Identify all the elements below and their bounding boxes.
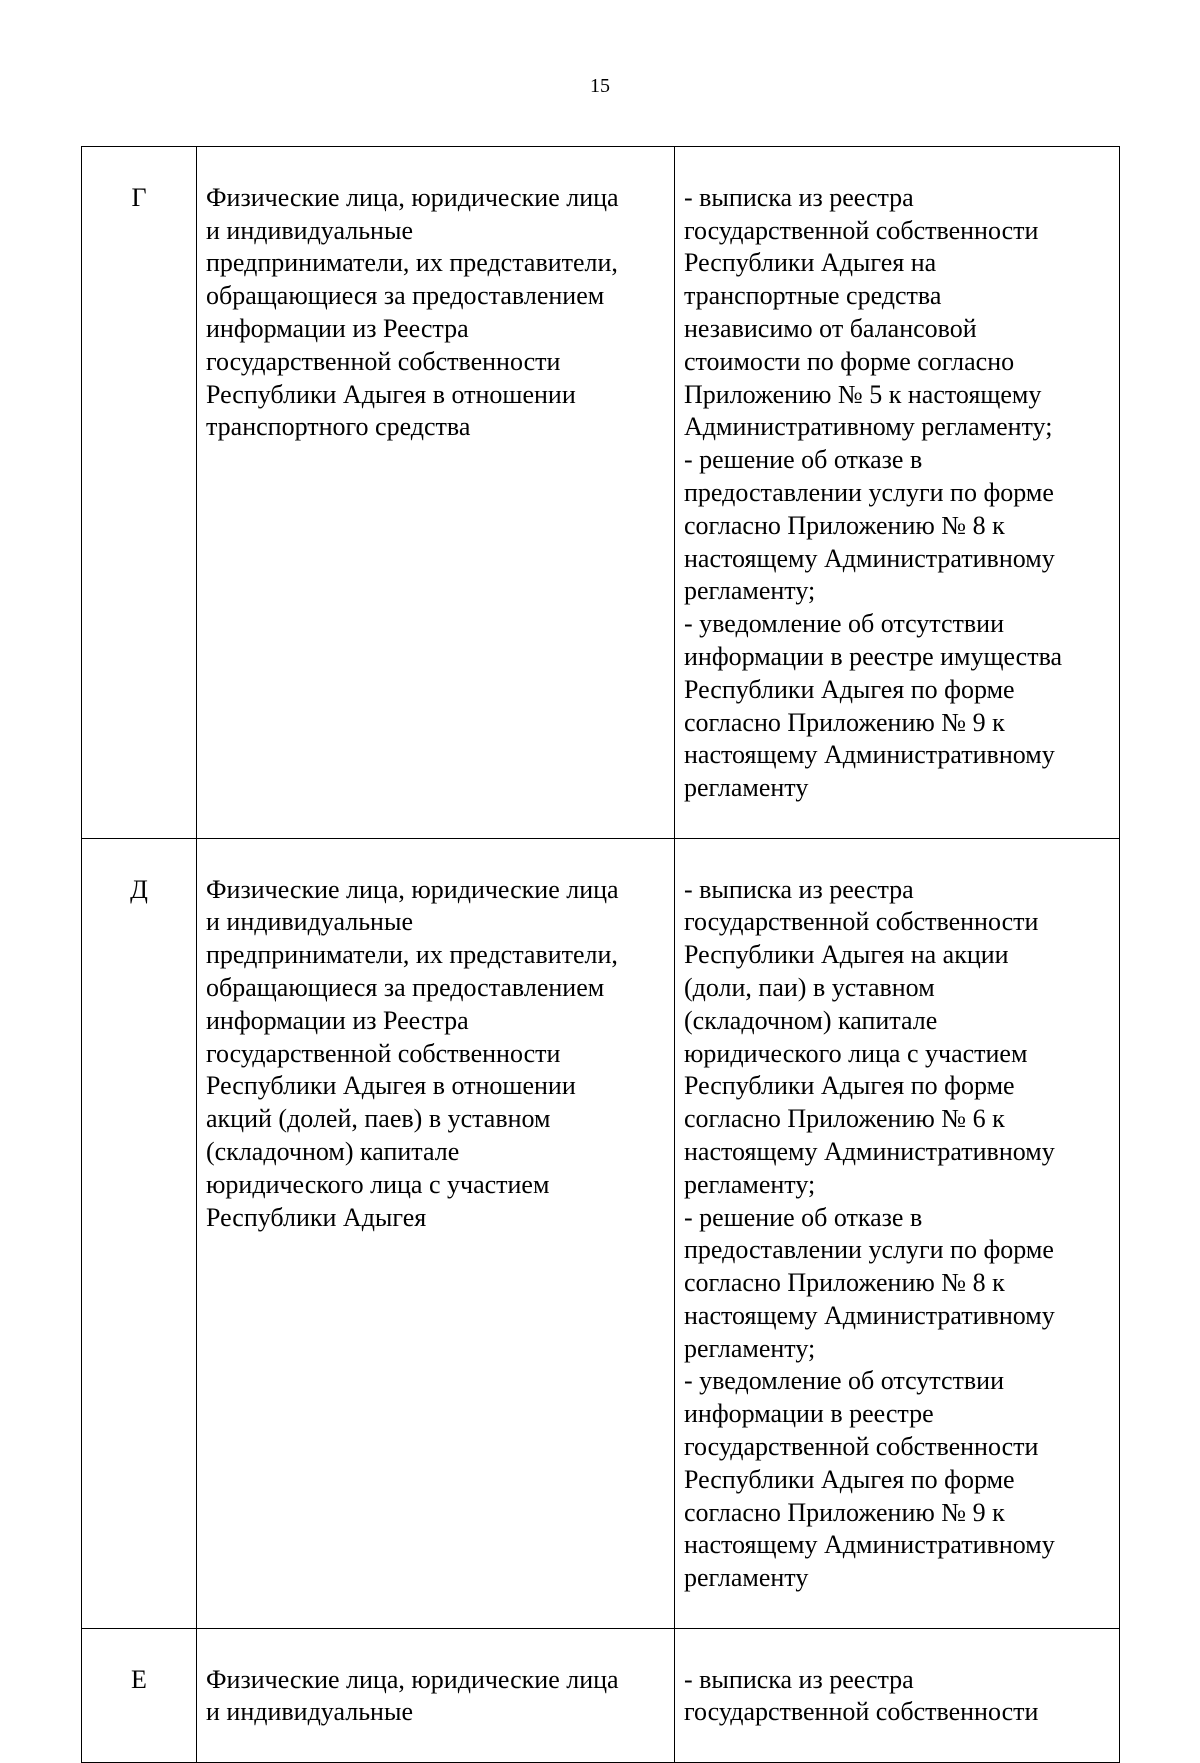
applicants-cell [197, 147, 675, 839]
row-letter: Д [130, 874, 148, 904]
documents-cell [675, 1628, 1120, 1762]
table-row [82, 838, 1120, 1628]
documents-text: - выписка из реестра государственной собственности [684, 1664, 1039, 1727]
documents-cell [675, 147, 1120, 839]
applicants-text: Физические лица, юридические лица и индивидуальные предприниматели, их представители, обращающиеся за предоставлением информации из Реестра государственной собственности Республики Адыгея в отношении транспортного средства [206, 182, 619, 442]
services-table [81, 146, 1120, 1763]
documents-cell [675, 838, 1120, 1628]
applicants-cell [197, 1628, 675, 1762]
row-letter: Е [131, 1664, 147, 1694]
row-letter: Г [131, 182, 147, 212]
applicants-text: Физические лица, юридические лица и индивидуальные [206, 1664, 619, 1727]
row-letter-cell [82, 147, 197, 839]
table-row [82, 147, 1120, 839]
applicants-text: Физические лица, юридические лица и индивидуальные предприниматели, их представители, обращающиеся за предоставлением информации из Реестра государственной собственности Республики Адыгея в отношении акций (долей, паев) в уставном (складочном) капитале юридического лица с участием Республики Адыгея [206, 874, 619, 1232]
row-letter-cell [82, 1628, 197, 1762]
documents-text: - выписка из реестра государственной собственности Республики Адыгея на транспортные средства независимо от балансовой стоимости по форме согласно Приложению № 5 к настоящему Административному регламенту; - решение об отказе в предоставлении услуги по форме согласно Приложению № 8 к настоящему Административному регламенту; - уведомление об отсутствии информации в реестре имущества Республики Адыгея по форме согласно Приложению № 9 к настоящему Административному регламенту [684, 182, 1063, 803]
page-number: 15 [590, 75, 610, 97]
applicants-cell [197, 838, 675, 1628]
documents-text: - выписка из реестра государственной собственности Республики Адыгея на акции (доли, паи) в уставном (складочном) капитале юридического лица с участием Республики Адыгея по форме согласно Приложению № 6 к настоящему Административному регламенту; - решение об отказе в предоставлении услуги по форме согласно Приложению № 8 к настоящему Административному регламенту; - уведомление об отсутствии информации в реестре государственной собственности Республики Адыгея по форме согласно Приложению № 9 к настоящему Административному регламенту [684, 874, 1055, 1593]
table-row [82, 1628, 1120, 1762]
row-letter-cell [82, 838, 197, 1628]
